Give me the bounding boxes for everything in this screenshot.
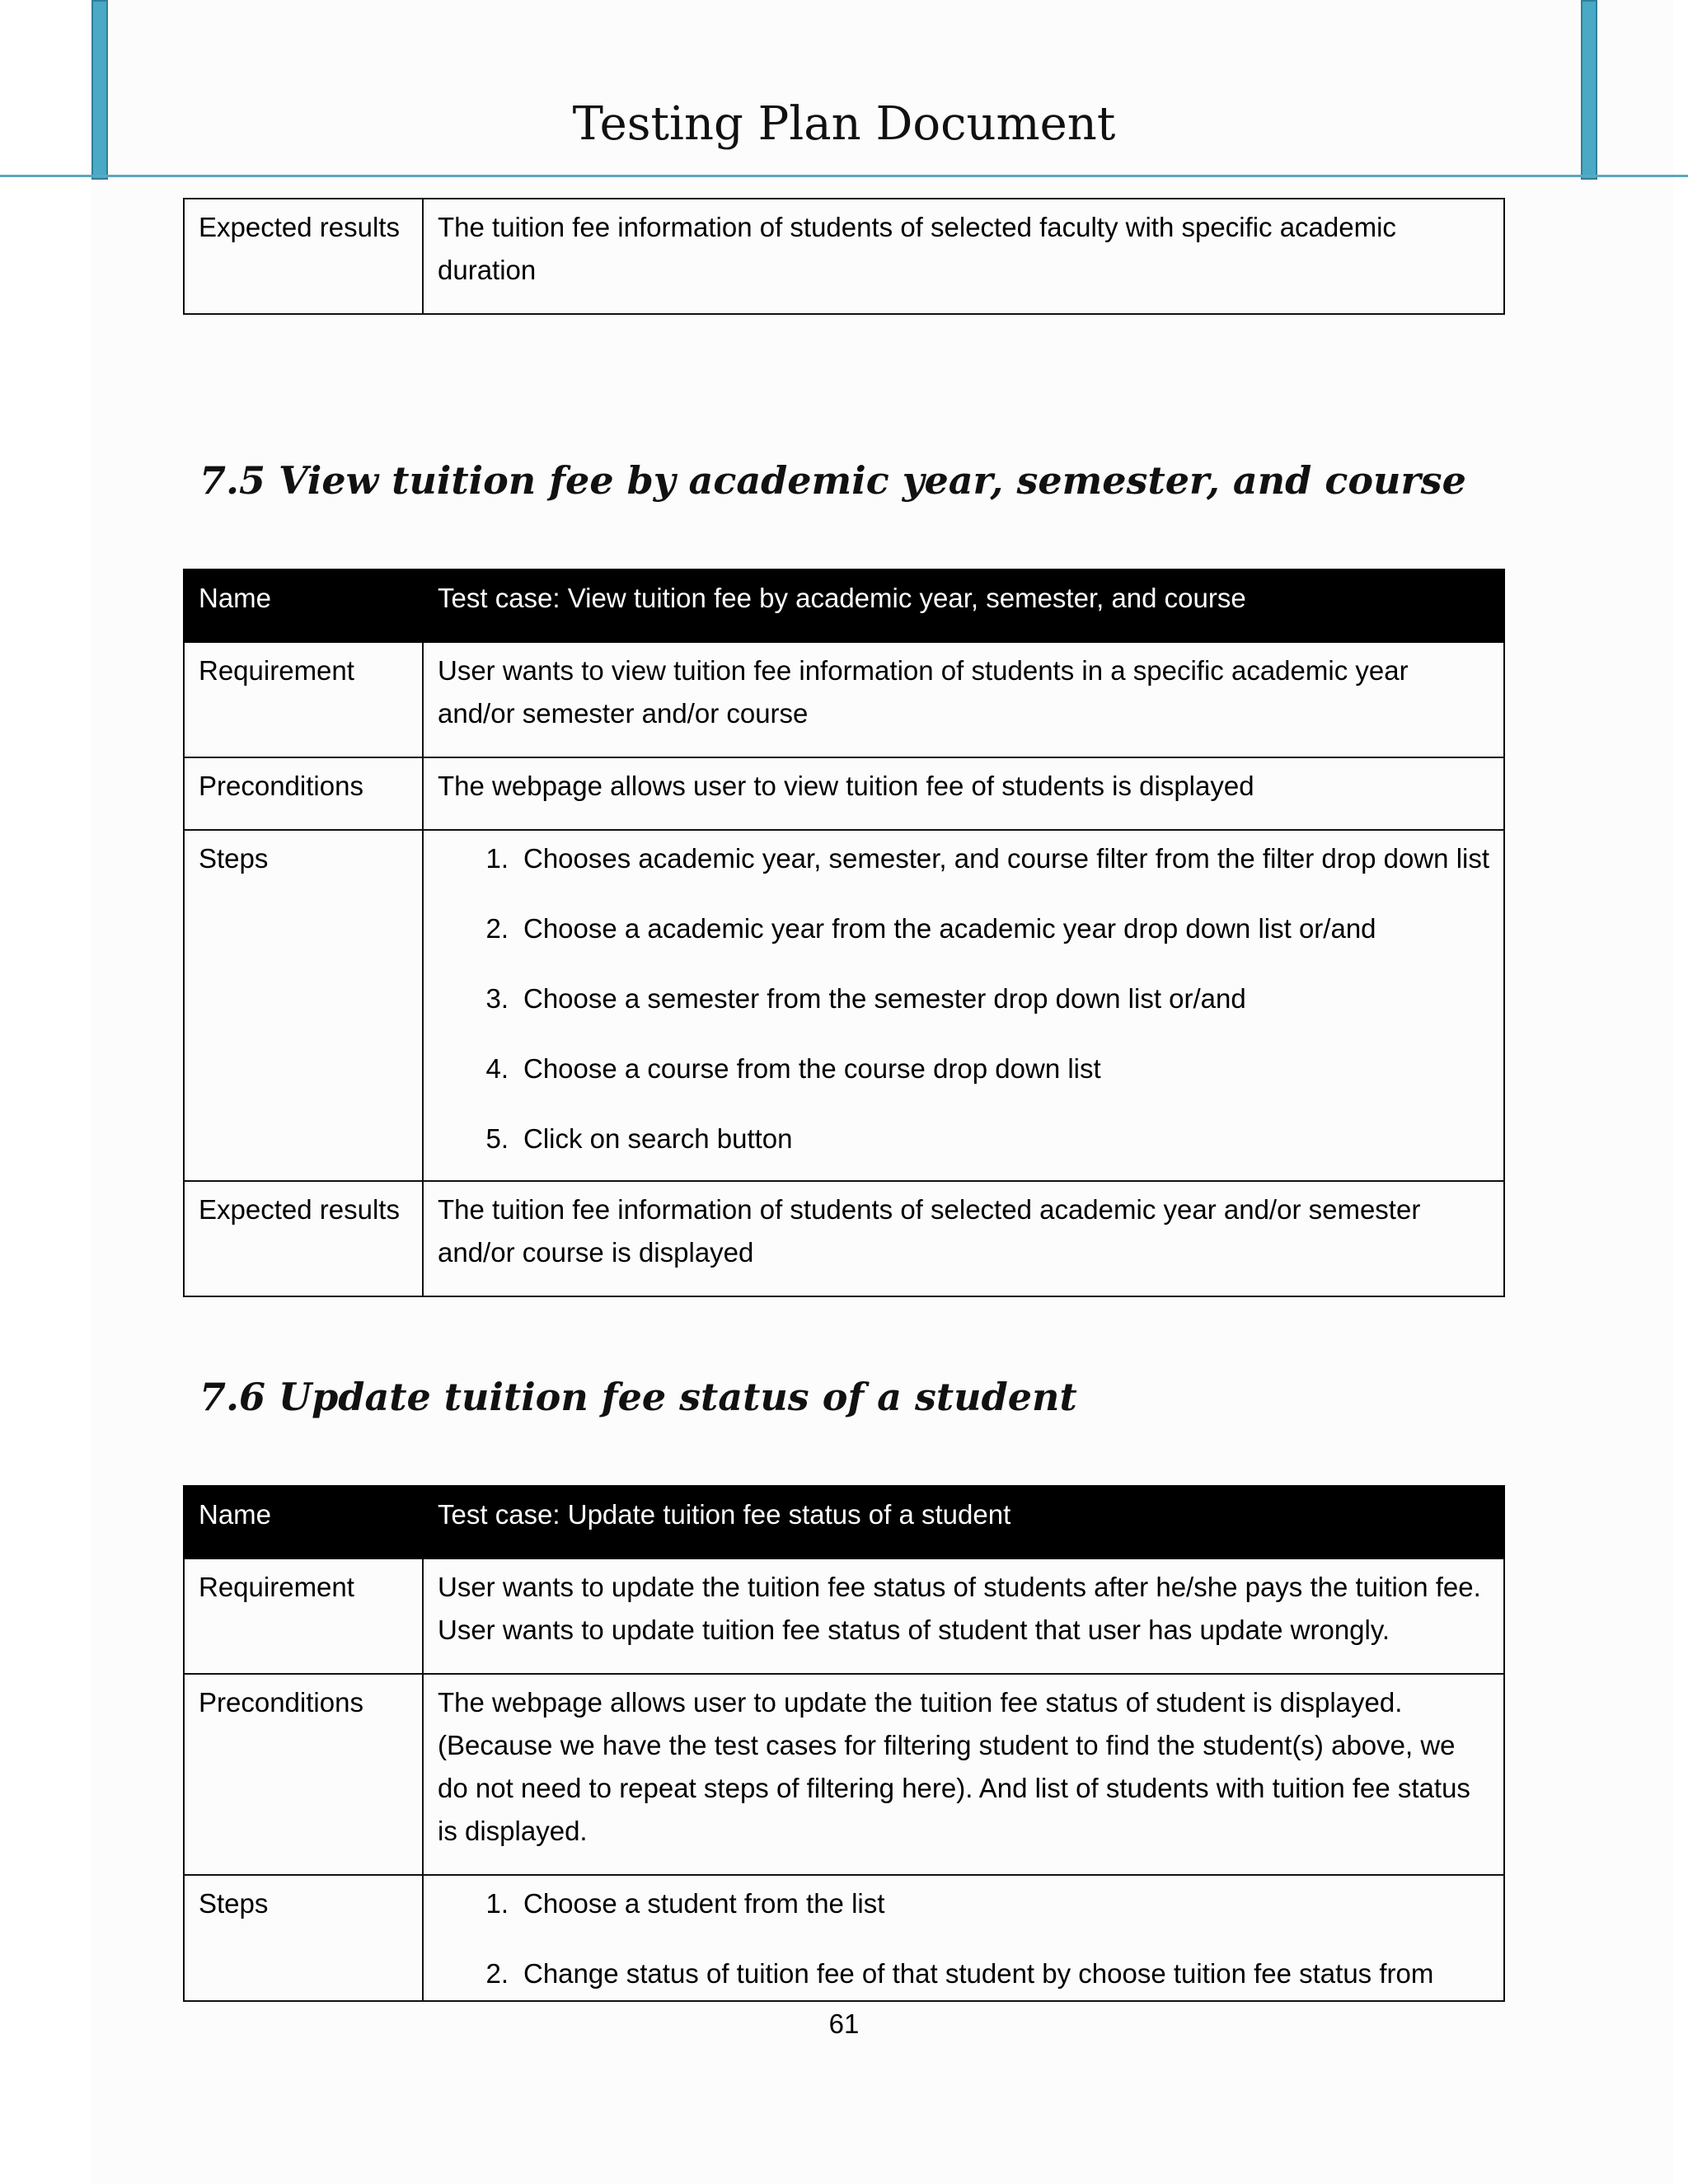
row-label: Expected results (184, 199, 423, 314)
list-item (437, 1118, 1490, 1160)
table-header-row (184, 1486, 1504, 1558)
name-value: Test case: View tuition fee by academic year, semester, and course (423, 569, 1504, 642)
step-number: 3. (485, 983, 509, 1014)
list-item (437, 1952, 1490, 1995)
table-row (184, 830, 1504, 1181)
step-text: Click on search button (523, 1123, 793, 1154)
section-title: View tuition fee by academic year, semester, and course (279, 458, 1466, 503)
table-header-row (184, 569, 1504, 642)
steps-list (437, 1882, 1490, 1995)
test-case-table-7-5 (183, 569, 1505, 1297)
section-title: Update tuition fee status of a student (279, 1375, 1077, 1419)
table-row (184, 1181, 1504, 1296)
table-row (184, 1674, 1504, 1875)
name-label: Name (184, 569, 423, 642)
list-item (437, 837, 1490, 880)
step-text: Choose a student from the list (523, 1888, 885, 1919)
test-case-table-continued (183, 198, 1505, 315)
preconditions-value: The webpage allows user to view tuition fee of students is displayed (423, 757, 1504, 830)
test-case-table-7-6 (183, 1485, 1505, 2002)
row-value: The tuition fee information of students of selected faculty with specific academic duration (423, 199, 1504, 314)
preconditions-value: The webpage allows user to update the tuition fee status of student is displayed.(Because we have the test cases for filtering student to find the student(s) above, we do not need to repeat steps of filtering here). And list of students with tuition fee status is displayed. (423, 1674, 1504, 1875)
header-accent-bar-right (1581, 0, 1597, 180)
steps-cell (423, 1875, 1504, 2001)
step-number: 1. (485, 1888, 509, 1919)
requirement-label: Requirement (184, 1558, 423, 1674)
table-row (184, 199, 1504, 314)
step-text: Chooses academic year, semester, and course filter from the filter drop down list (523, 843, 1490, 874)
page-number: 61 (828, 2008, 860, 2039)
preconditions-label: Preconditions (184, 1674, 423, 1875)
steps-label: Steps (184, 830, 423, 1181)
step-number: 2. (485, 1958, 509, 1989)
requirement-label: Requirement (184, 642, 423, 757)
step-number: 5. (485, 1123, 509, 1154)
name-label: Name (184, 1486, 423, 1558)
steps-cell (423, 830, 1504, 1181)
requirement-value: User wants to view tuition fee information of students in a specific academic year and/or semester and/or course (423, 642, 1504, 757)
list-item (437, 1882, 1490, 1925)
step-text: Choose a semester from the semester drop down list or/and (523, 983, 1246, 1014)
table-row (184, 757, 1504, 830)
preconditions-label: Preconditions (184, 757, 423, 830)
expected-results-label: Expected results (184, 1181, 423, 1296)
section-heading-7-6 (199, 1375, 1077, 1419)
table-row (184, 642, 1504, 757)
requirement-value: User wants to update the tuition fee status of students after he/she pays the tuition fee. User wants to update tuition fee status of student that user has update wrongly. (423, 1558, 1504, 1674)
header-accent-bar-left (91, 0, 108, 180)
table-row (184, 1558, 1504, 1674)
table-row (184, 1875, 1504, 2001)
section-number: 7.5 (199, 458, 266, 503)
list-item (437, 1047, 1490, 1090)
steps-label: Steps (184, 1875, 423, 2001)
step-text: Change status of tuition fee of that student by choose tuition fee status from (523, 1958, 1434, 1989)
section-heading-7-5 (199, 458, 1466, 503)
list-item (437, 977, 1490, 1020)
document-header-title: Testing Plan Document (572, 97, 1116, 151)
expected-results-value: The tuition fee information of students of selected academic year and/or semester and/or course is displayed (423, 1181, 1504, 1296)
step-number: 2. (485, 913, 509, 944)
name-value: Test case: Update tuition fee status of a student (423, 1486, 1504, 1558)
section-number: 7.6 (199, 1375, 266, 1419)
list-item (437, 907, 1490, 950)
step-text: Choose a course from the course drop down list (523, 1053, 1101, 1084)
step-number: 1. (485, 843, 509, 874)
steps-list (437, 837, 1490, 1160)
header-divider (0, 175, 1688, 177)
step-text: Choose a academic year from the academic year drop down list or/and (523, 913, 1376, 944)
step-number: 4. (485, 1053, 509, 1084)
